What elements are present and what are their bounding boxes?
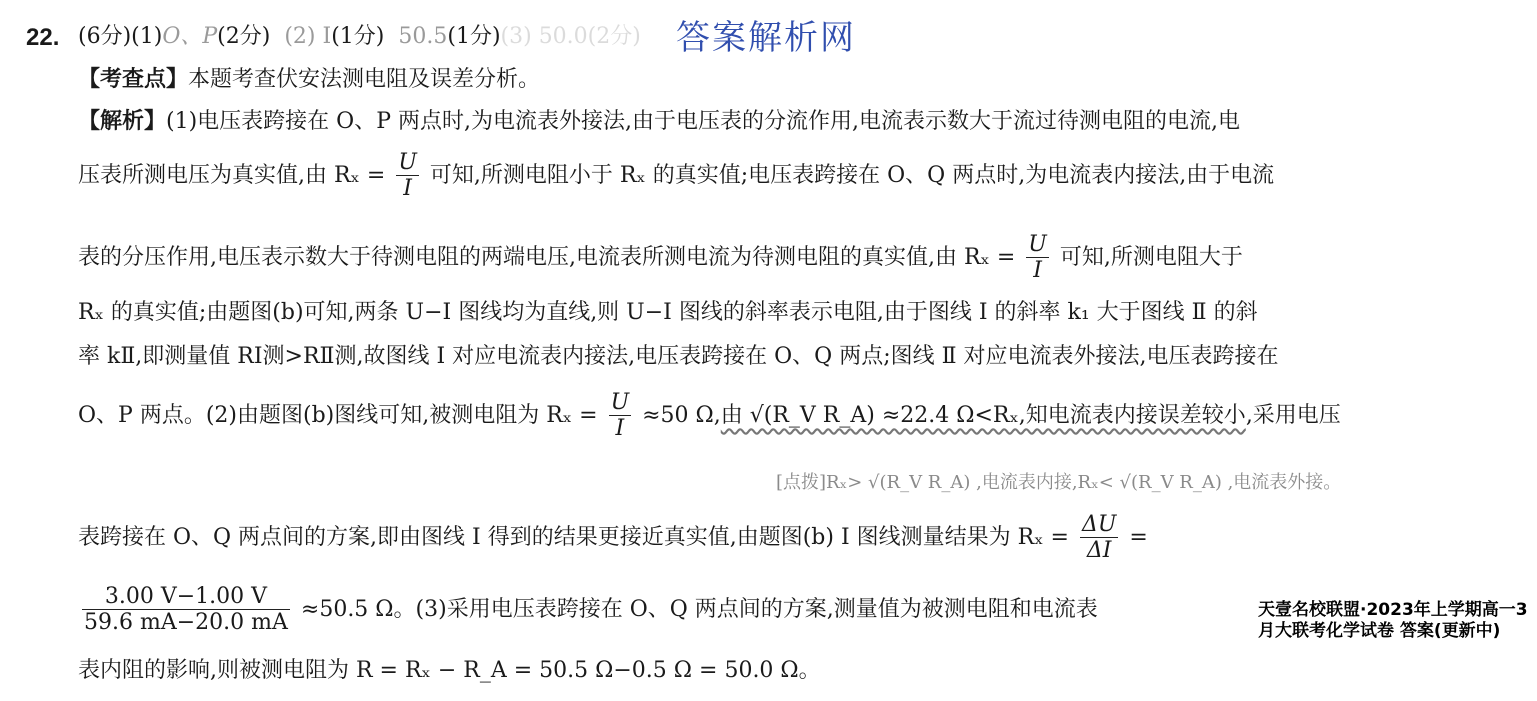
analysis-text-8b: ≈50.5 Ω。(3)采用电压表跨接在 O、Q 两点间的方案,测量值为被测电阻和电流表 xyxy=(300,596,1098,622)
fraction-denominator: ΔI xyxy=(1086,538,1112,564)
answer-1: O、P xyxy=(162,24,218,49)
key-point-underlined: 由 √(R_V R_A) ≈22.4 Ω<Rₓ,知电流表内接误差较小 xyxy=(720,402,1246,428)
analysis-text-2b: 可知,所测电阻小于 Rₓ 的真实值;电压表跨接在 O、Q 两点时,为电流表内接法,由于电流 xyxy=(429,162,1275,188)
answer-2: (2) Ⅰ xyxy=(284,24,332,49)
analysis-tag: 【解析】 xyxy=(78,108,167,134)
analysis-line-4: Rₓ 的真实值;由题图(b)可知,两条 U−I 图线均为直线,则 U−I 图线的斜率表示电阻,由于图线 Ⅰ 的斜率 k₁ 大于图线 Ⅱ 的斜 xyxy=(78,300,1258,325)
analysis-line-8 xyxy=(78,584,1098,636)
fraction-numerator: U xyxy=(398,150,417,175)
analysis-text-3a: 表的分压作用,电压表示数大于待测电阻的两端电压,电流表所测电流为待测电阻的真实值,由 Rₓ = xyxy=(78,244,1016,270)
fraction-numerator: ΔU xyxy=(1081,512,1117,537)
analysis-text-2a: 压表所测电压为真实值,由 Rₓ = xyxy=(78,162,386,188)
exam-point-line xyxy=(78,68,540,91)
analysis-text-6b: ≈50 Ω, xyxy=(642,402,721,428)
analysis-text-7a: 表跨接在 O、Q 两点间的方案,即由图线 Ⅰ 得到的结果更接近真实值,由题图(b) Ⅰ 图线测量结果为 Rₓ = xyxy=(78,524,1069,550)
fraction-numerator: U xyxy=(610,390,630,415)
fraction-denominator: I xyxy=(403,176,412,202)
score-c: (1分) xyxy=(331,24,385,49)
analysis-line-9: 表内阻的影响,则被测电阻为 R = Rₓ − R_A = 50.5 Ω−0.5 Ω = 50.0 Ω。 xyxy=(78,658,821,683)
analysis-line-5: 率 kⅡ,即测量值 RⅠ测>RⅡ测,故图线 Ⅰ 对应电流表内接法,电压表跨接在 O、Q 两点;图线 Ⅱ 对应电流表外接法,电压表跨接在 xyxy=(78,344,1279,369)
analysis-text-3b: 可知,所测电阻大于 xyxy=(1059,244,1243,270)
answer-4: (3) 50.0(2分) xyxy=(500,24,641,49)
analysis-line-6 xyxy=(78,390,1341,442)
fraction-u-over-i xyxy=(1026,232,1049,284)
answer-3: 50.5 xyxy=(398,24,448,49)
analysis-text-6a: O、P 两点。(2)由题图(b)图线可知,被测电阻为 Rₓ = xyxy=(78,402,598,428)
analysis-line-7 xyxy=(78,512,1148,564)
analysis-line-1 xyxy=(78,110,1240,133)
fraction-numerator: U xyxy=(1028,232,1047,257)
score-b: (2分) xyxy=(217,24,271,49)
question-number: 22. xyxy=(26,24,60,51)
fraction-u-over-i xyxy=(396,150,419,202)
fraction-u-over-i xyxy=(609,390,632,442)
analysis-line-3 xyxy=(78,232,1243,284)
watermark-side: 天壹名校联盟·2023年上学期高一3月大联考化学试卷 答案(更新中) xyxy=(1258,600,1528,642)
fraction-du-over-di xyxy=(1080,512,1118,564)
tip-note: [点拨]Rₓ> √(R_V R_A) ,电流表内接,Rₓ< √(R_V R_A) ,电流表外接。 xyxy=(776,472,1342,493)
fraction-denominator: 59.6 mA−20.0 mA xyxy=(84,610,288,636)
exam-point-tag: 【考查点】 xyxy=(78,66,189,92)
answer-summary-line xyxy=(78,26,641,48)
analysis-line-2 xyxy=(78,150,1274,202)
analysis-text-1: (1)电压表跨接在 O、P 两点时,为电流表外接法,由于电压表的分流作用,电流表示数大于流过待测电阻的电流,电 xyxy=(166,109,1240,134)
fraction-values xyxy=(82,584,290,636)
fraction-numerator: 3.00 V−1.00 V xyxy=(82,584,290,610)
analysis-text-7b: = xyxy=(1129,524,1148,550)
score-a: (6分)(1) xyxy=(78,24,163,49)
analysis-text-6c: ,采用电压 xyxy=(1245,402,1341,428)
watermark-top: 答案解析网 xyxy=(676,18,856,58)
fraction-denominator: I xyxy=(1033,258,1042,284)
exam-point-text: 本题考查伏安法测电阻及误差分析。 xyxy=(188,67,541,92)
fraction-denominator: I xyxy=(615,416,625,442)
score-d: (1分) xyxy=(447,24,501,49)
